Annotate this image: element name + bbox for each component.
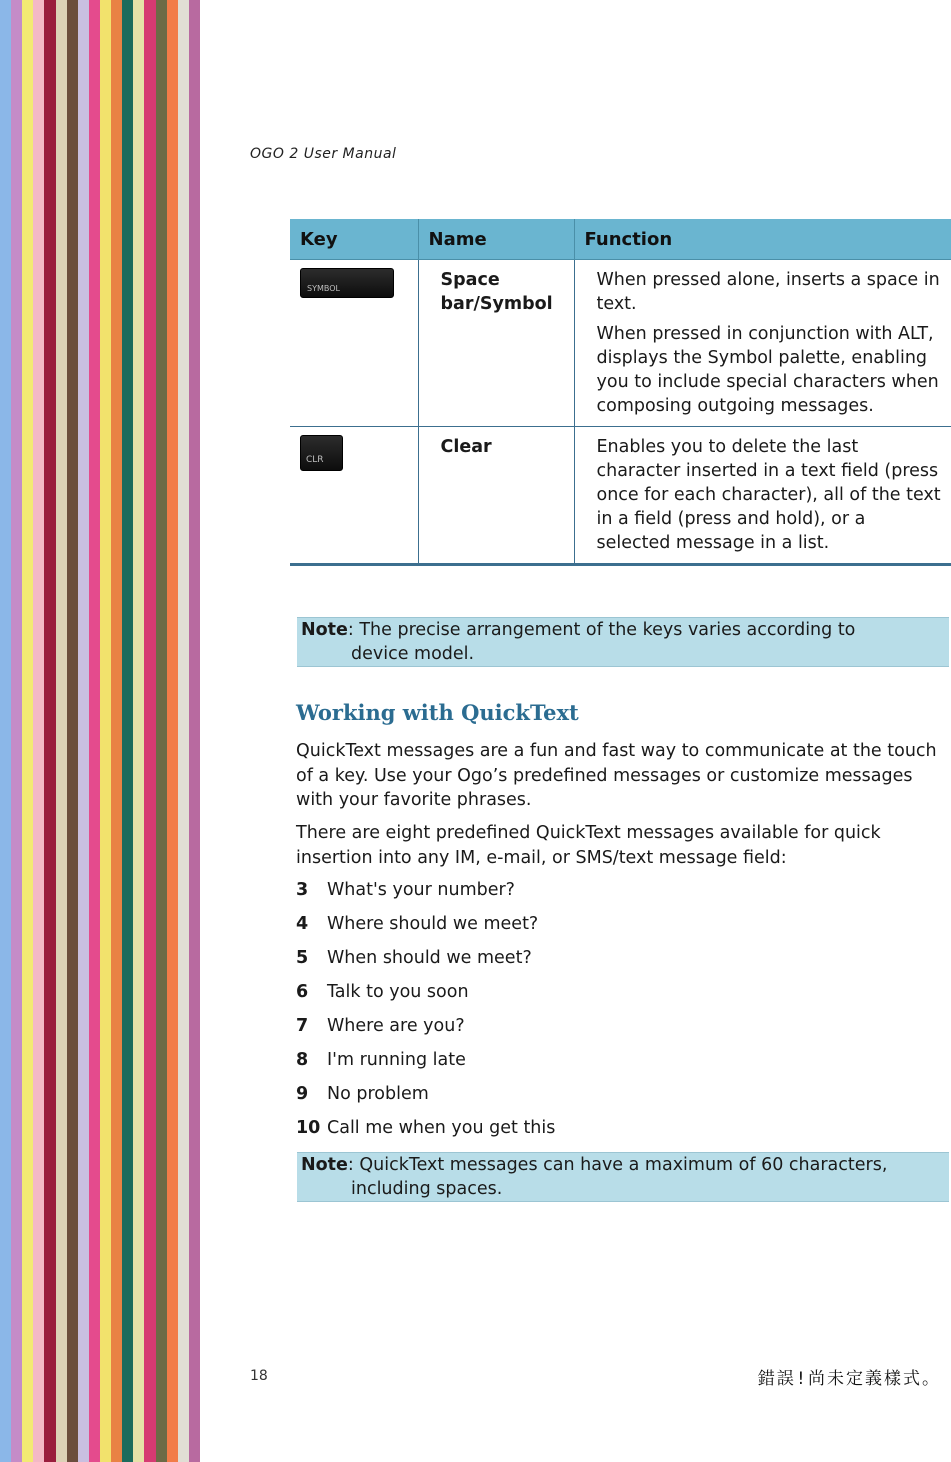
item-text: What's your number? xyxy=(327,880,515,900)
table-header-row xyxy=(290,219,951,260)
note-text: : QuickText messages can have a maximum of 60 characters, xyxy=(347,1155,888,1175)
note-label: Note xyxy=(301,1155,348,1175)
key-name: Space bar/Symbol xyxy=(418,260,574,427)
item-number: 8 xyxy=(296,1050,309,1070)
paragraph: QuickText messages are a fun and fast way to communicate at the touch of a key. Use your Ogo’s predefined messages or customize messages with your favorite phrases. xyxy=(296,741,937,810)
item-text: Where are you? xyxy=(327,1016,465,1036)
list-item xyxy=(296,946,555,980)
stripe xyxy=(111,0,122,1462)
key-function xyxy=(574,427,951,565)
key-cell xyxy=(290,427,418,565)
item-text: Where should we meet? xyxy=(327,914,539,934)
stripe xyxy=(144,0,155,1462)
item-number: 10 xyxy=(296,1118,321,1138)
stripe xyxy=(133,0,144,1462)
stripe xyxy=(189,0,200,1462)
stripe xyxy=(89,0,100,1462)
stripe xyxy=(122,0,133,1462)
column-header-name: Name xyxy=(418,219,574,260)
symbol-key-icon: SYMBOL xyxy=(300,268,394,298)
clr-key-icon: CLR xyxy=(300,435,343,471)
stripe xyxy=(67,0,78,1462)
column-header-key: Key xyxy=(290,219,418,260)
list-item xyxy=(296,878,555,912)
table-row xyxy=(290,427,951,565)
keys-table xyxy=(290,219,951,566)
note-box xyxy=(297,1152,949,1202)
stripe xyxy=(11,0,22,1462)
stripe xyxy=(156,0,167,1462)
stripe xyxy=(178,0,189,1462)
list-item xyxy=(296,980,555,1014)
note-label: Note xyxy=(301,620,348,640)
item-text: No problem xyxy=(327,1084,429,1104)
stripe xyxy=(56,0,67,1462)
paragraph: There are eight predefined QuickText messages available for quick insertion into any IM, e-mail, or SMS/text message field: xyxy=(296,823,881,868)
table-row xyxy=(290,260,951,427)
item-number: 5 xyxy=(296,948,309,968)
list-item xyxy=(296,1014,555,1048)
manual-title: OGO 2 User Manual xyxy=(250,146,397,162)
key-function xyxy=(574,260,951,427)
stripe xyxy=(167,0,178,1462)
decorative-stripe-border xyxy=(0,0,200,1462)
footer-style-error-text: 錯誤!尚未定義樣式。 xyxy=(757,1369,941,1389)
item-text: I'm running late xyxy=(327,1050,466,1070)
item-number: 3 xyxy=(296,880,309,900)
section-heading: Working with QuickText xyxy=(296,700,579,725)
list-item xyxy=(296,1082,555,1116)
function-text: When pressed alone, inserts a space in text. xyxy=(596,270,940,314)
stripe xyxy=(0,0,11,1462)
note-text-continued: device model. xyxy=(351,644,475,664)
item-number: 6 xyxy=(296,982,309,1002)
note-text: : The precise arrangement of the keys varies according to xyxy=(347,620,856,640)
stripe xyxy=(78,0,89,1462)
note-text-continued: including spaces. xyxy=(351,1179,503,1199)
stripe xyxy=(44,0,55,1462)
item-text: When should we meet? xyxy=(327,948,532,968)
stripe xyxy=(33,0,44,1462)
list-item xyxy=(296,912,555,946)
list-item xyxy=(296,1116,555,1150)
key-name: Clear xyxy=(418,427,574,565)
item-text: Talk to you soon xyxy=(327,982,469,1002)
function-text: When pressed in conjunction with ALT, displays the Symbol palette, enabling you to include special characters when composing outgoing messages. xyxy=(596,324,939,416)
column-header-function: Function xyxy=(574,219,951,260)
item-number: 7 xyxy=(296,1016,309,1036)
stripe xyxy=(22,0,33,1462)
page-number: 18 xyxy=(250,1368,268,1384)
item-number: 9 xyxy=(296,1084,309,1104)
stripe xyxy=(100,0,111,1462)
note-box xyxy=(297,617,949,667)
function-text: Enables you to delete the last character inserted in a text field (press once for each character), all of the text in a field (press and hold), or a selected message in a list. xyxy=(596,437,941,553)
quicktext-list xyxy=(296,878,555,1150)
key-cell xyxy=(290,260,418,427)
item-text: Call me when you get this xyxy=(327,1118,556,1138)
list-item xyxy=(296,1048,555,1082)
item-number: 4 xyxy=(296,914,309,934)
